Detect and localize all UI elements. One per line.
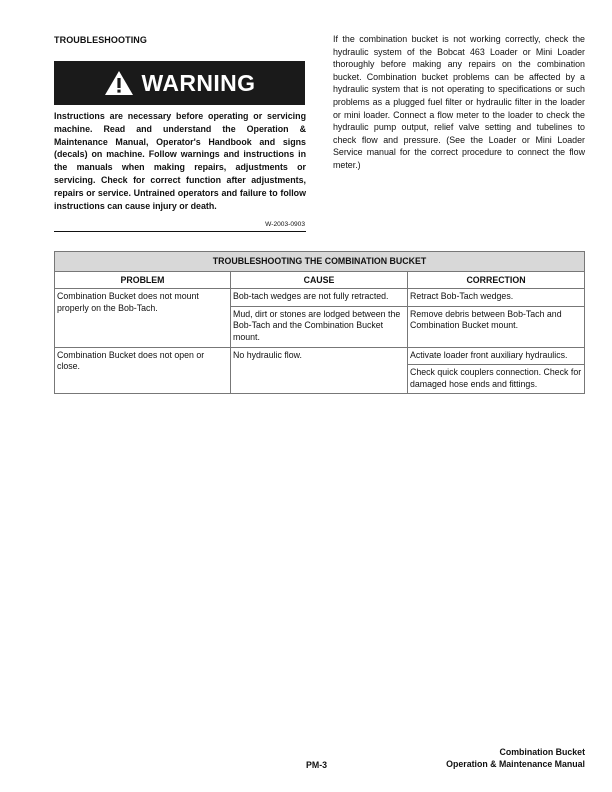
column-header-problem: PROBLEM bbox=[55, 271, 231, 289]
footer-manual-title bbox=[446, 747, 585, 770]
warning-triangle-icon bbox=[104, 70, 134, 96]
page-number: PM-3 bbox=[306, 760, 328, 770]
warning-code: W-2003-0903 bbox=[265, 221, 305, 228]
correction-cell: Remove debris between Bob-Tach and Combination Bucket mount. bbox=[408, 306, 585, 347]
correction-cell: Activate loader front auxiliary hydraulics. bbox=[408, 347, 585, 365]
column-header-cause: CAUSE bbox=[231, 271, 408, 289]
intro-paragraph: If the combination bucket is not working correctly, check the hydraulic system of the Bobcat 463 Loader or Mini Loader thoroughly before making any repairs on the combination bucket. Combination bucket problems can be affected by a hydraulic system that is not operating to specifications or such problems as a plugged fuel filter or hydraulic filter in the loader or mini loader. Connect a flow meter to the loader to check the hydraulic pump output, relief valve setting and tubelines to check flow and pressure. (See the Loader or Mini Loader Service manual for the correct procedure to connect the flow meter.) bbox=[333, 34, 585, 170]
footer-title-line2: Operation & Maintenance Manual bbox=[446, 758, 585, 769]
correction-cell: Check quick couplers connection. Check for damaged hose ends and fittings. bbox=[408, 365, 585, 394]
footer-title-line1: Combination Bucket bbox=[499, 747, 585, 757]
problem-cell: Combination Bucket does not mount properly on the Bob-Tach. bbox=[55, 289, 231, 347]
table-row bbox=[55, 289, 585, 307]
cause-cell: Mud, dirt or stones are lodged between the Bob-Tach and the Combination Bucket mount. bbox=[231, 306, 408, 347]
column-header-correction: CORRECTION bbox=[408, 271, 585, 289]
warning-text: Instructions are necessary before operating or servicing machine. Read and understand the Operation & Maintenance Manual, Operator's Handbook and signs (decals) on machine. Follow warnings and instructions in the manuals when making repairs, adjustments or servicing. Check for correct function after adjustments, repairs or service. Untrained operators and failure to follow instructions can cause injury or death. bbox=[54, 111, 306, 211]
troubleshooting-table bbox=[54, 251, 585, 394]
problem-cell: Combination Bucket does not open or close. bbox=[55, 347, 231, 394]
section-heading: TROUBLESHOOTING bbox=[54, 35, 147, 45]
warning-divider bbox=[54, 231, 306, 232]
warning-title: WARNING bbox=[141, 69, 256, 96]
cause-cell: No hydraulic flow. bbox=[231, 347, 408, 394]
cause-cell: Bob-tach wedges are not fully retracted. bbox=[231, 289, 408, 307]
correction-cell: Retract Bob-Tach wedges. bbox=[408, 289, 585, 307]
table-title: TROUBLESHOOTING THE COMBINATION BUCKET bbox=[55, 252, 585, 272]
warning-banner bbox=[54, 61, 305, 105]
table-row bbox=[55, 347, 585, 365]
